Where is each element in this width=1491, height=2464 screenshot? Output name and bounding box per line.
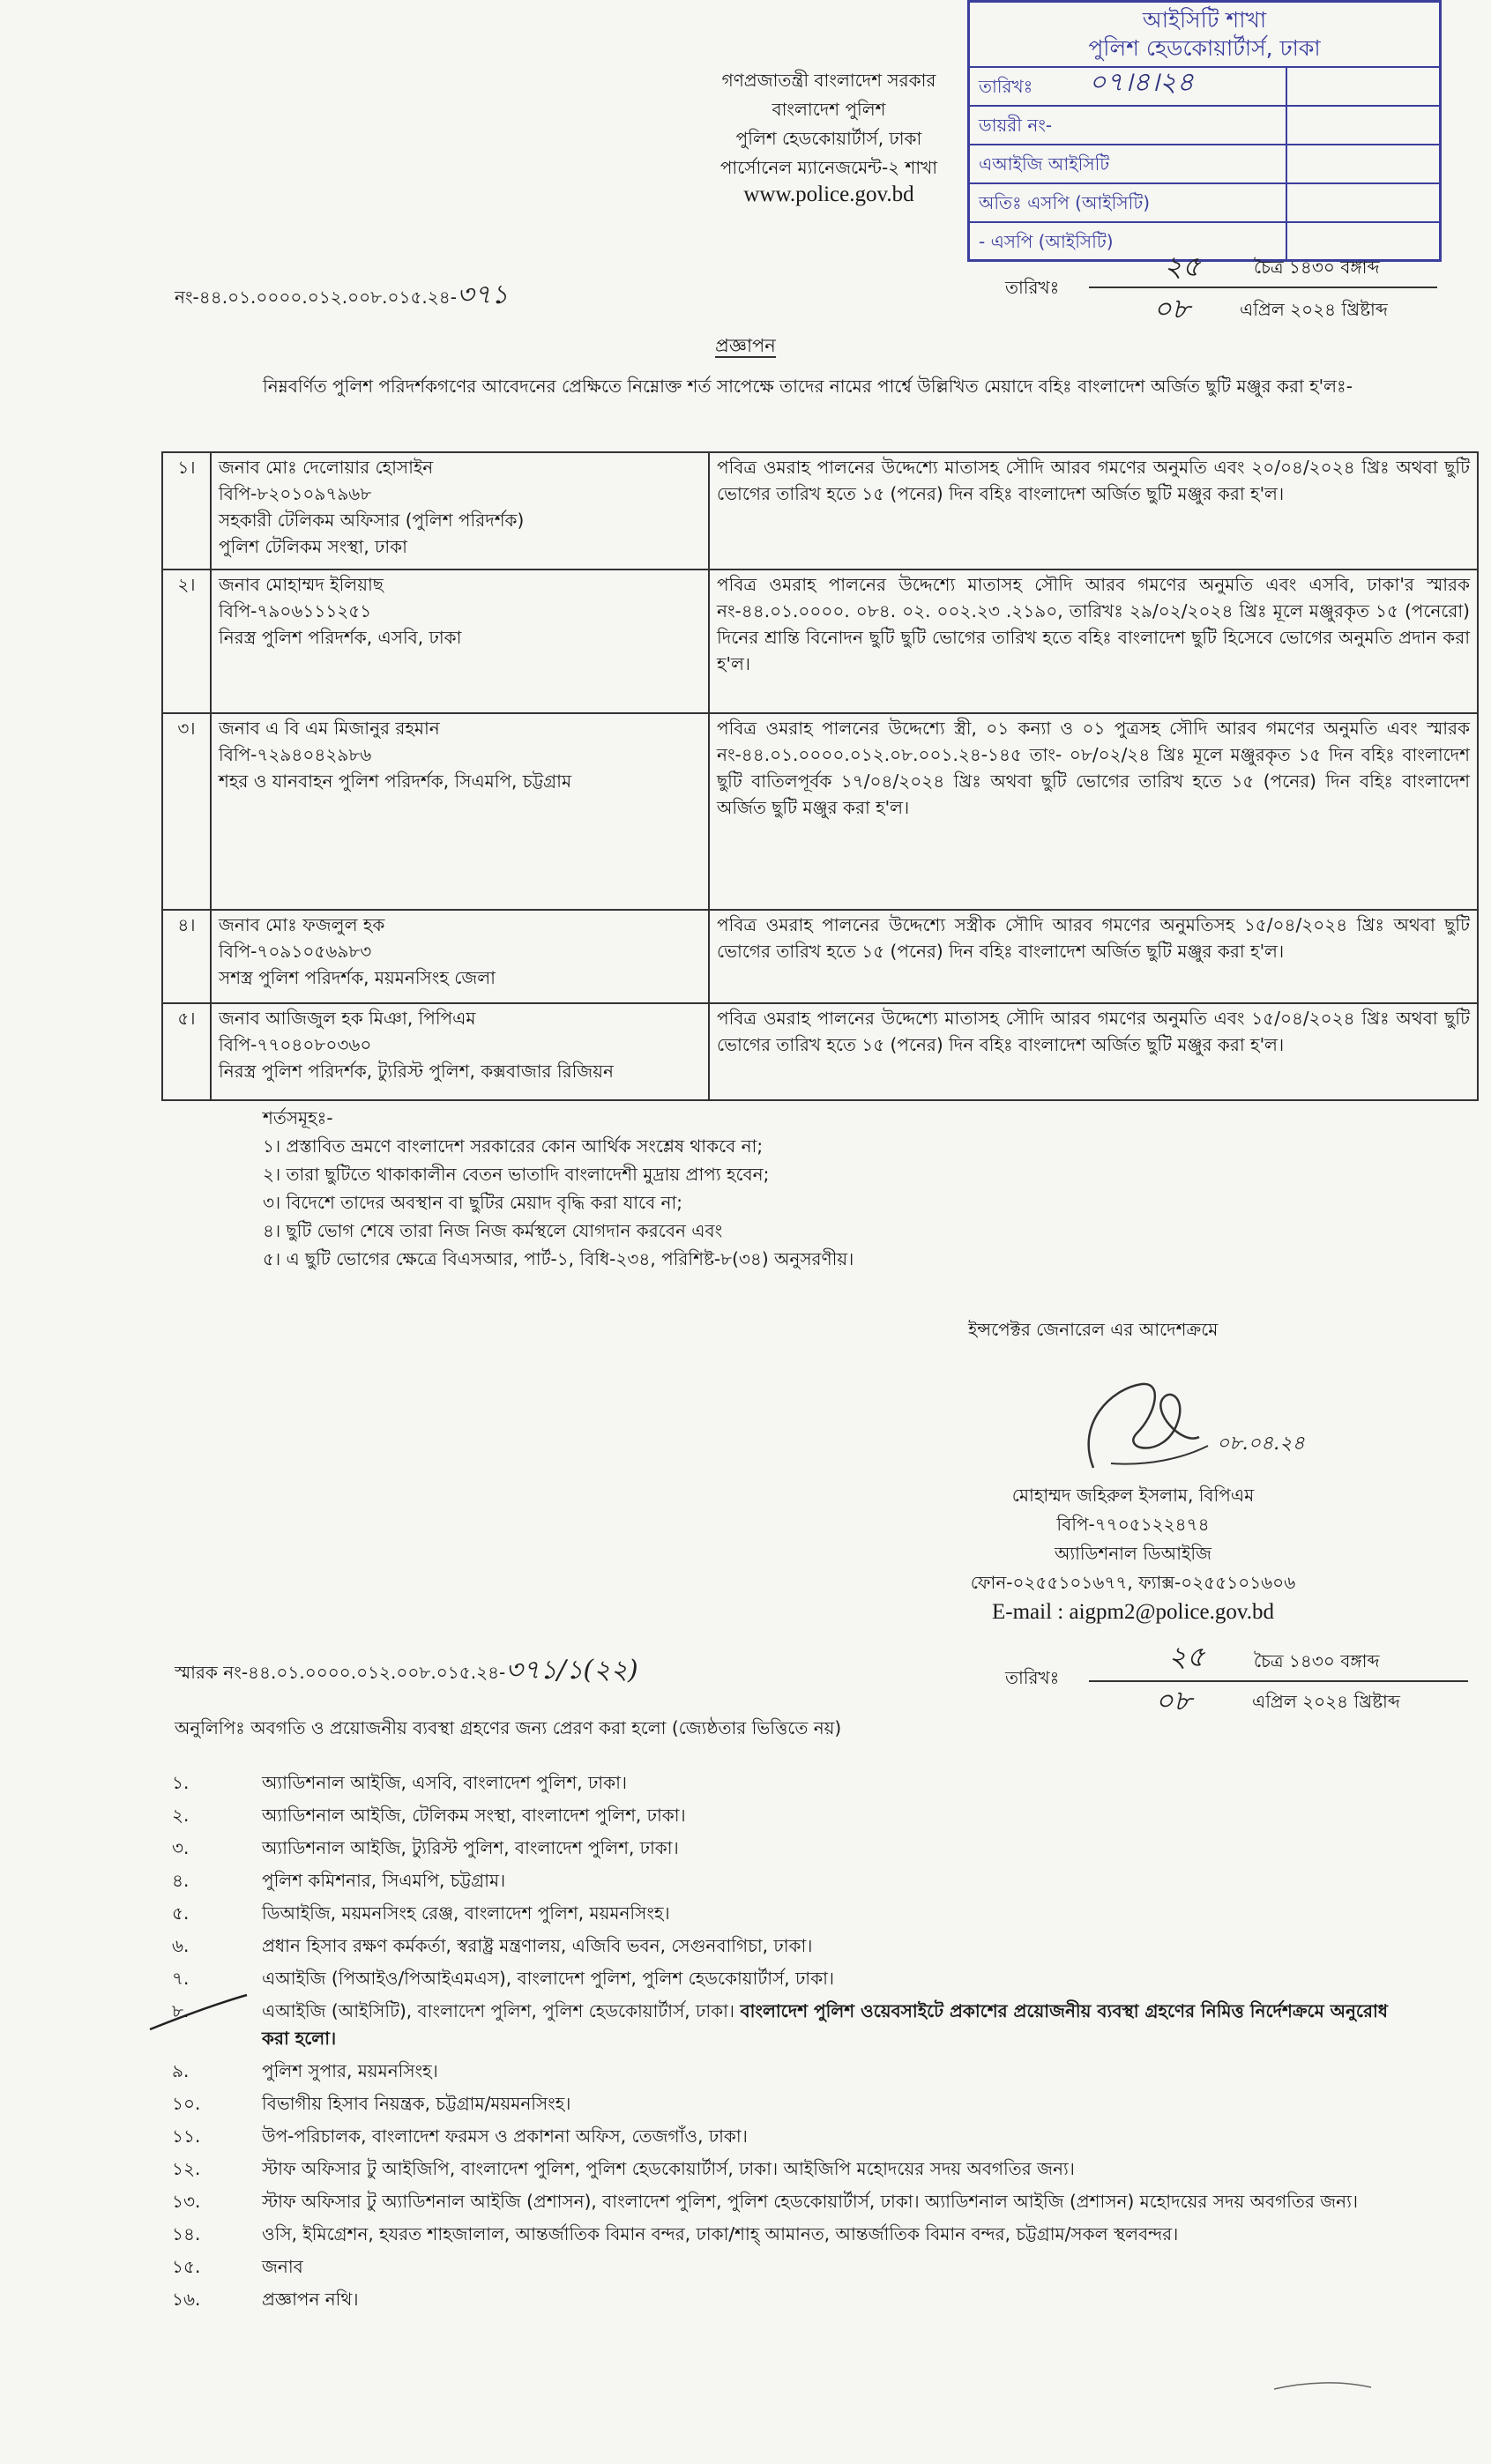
memo-date: তারিখঃ ২৫ চৈত্র ১৪৩০ বঙ্গাব্দ ০৮ এপ্রিল ২০২৪ খ্রিষ্টাব্দ (1005, 251, 1464, 322)
cc-heading: অনুলিপিঃ অবগতি ও প্রয়োজনীয় ব্যবস্থা গ্রহণের জন্য প্রেরণ করা হলো (জ্যেষ্ঠতার ভিত্তিতে নয়) (175, 1717, 842, 1738)
signatory-email: E-mail : aigpm2@police.gov.bd (992, 1600, 1274, 1624)
list-item: ১. অ্যাডিশনাল আইজি, এসবি, বাংলাদেশ পুলিশ, ঢাকা। (172, 1772, 628, 1793)
conditions-heading: শর্তসমূহঃ- (263, 1107, 333, 1128)
header-website: www.police.gov.bd (743, 182, 914, 206)
list-item: ২. অ্যাডিশনাল আইজি, টেলিকম সংস্থা, বাংলাদেশ পুলিশ, ঢাকা। (172, 1805, 686, 1826)
stamp-row: তারিখঃ ০৭।৪।২৪ (970, 68, 1439, 107)
list-item: ১১. উপ-পরিচালক, বাংলাদেশ ফরমস ও প্রকাশনা অফিস, তেজগাঁও, ঢাকা। (172, 2125, 748, 2147)
condition-item: ৪। ছুটি ভোগ শেষে তারা নিজ নিজ কর্মস্থলে যোগদান করবেন এবং (263, 1220, 723, 1241)
memo-number: নং-৪৪.০১.০০০০.০১২.০০৮.০১৫.২৪-৩৭১ (175, 279, 509, 310)
header-hq: পুলিশ হেডকোয়ার্টার্স, ঢাকা (735, 128, 922, 149)
list-item: ১৩. স্টাফ অফিসার টু অ্যাডিশনাল আইজি (প্রশাসন), বাংলাদেশ পুলিশ, পুলিশ হেডকোয়ার্টার্স, ঢাকা। অ্যাডিশনাল আইজি (প্রশাসন) মহোদয়ের সদয় অবগতির জন্য। (172, 2191, 1359, 2212)
memo2-number: স্মারক নং-৪৪.০১.০০০০.০১২.০০৮.০১৫.২৪-৩৭১/১(২২) (175, 1655, 638, 1686)
list-item: ১০. বিভাগীয় হিসাব নিয়ন্ত্রক, চট্টগ্রাম/ময়মনসিংহ। (172, 2093, 571, 2114)
list-item: ১২. স্টাফ অফিসার টু আইজিপি, বাংলাদেশ পুলিশ, পুলিশ হেডকোয়ার্টার্স, ঢাকা। আইজিপি মহোদয়ের সদয় অবগতির জন্য। (172, 2158, 1075, 2179)
intro-paragraph: নিম্নবর্ণিত পুলিশ পরিদর্শকগণের আবেদনের প্রেক্ষিতে নিম্নোক্ত শর্ত সাপেক্ষে তাদের নামের পার্শ্বে উল্লিখিত মেয়াদে বহিঃ বাংলাদেশ অর্জিত ছুটি মঞ্জুর করা হ'লঃ- (263, 376, 1353, 397)
conditions (263, 1104, 1409, 1273)
signatory-block (952, 1481, 1314, 1627)
list-item: ৩. অ্যাডিশনাল আইজি, ট্যুরিস্ট পুলিশ, বাংলাদেশ পুলিশ, ঢাকা। (172, 1837, 679, 1858)
memo2-number-handwritten: ৩৭১/১(২২) (505, 1655, 638, 1686)
header-police: বাংলাদেশ পুলিশ (772, 99, 886, 120)
header-branch: পার্সোনেল ম্যানেজমেন্ট-২ শাখা (719, 157, 938, 178)
list-item: ৯. পুলিশ সুপার, ময়মনসিংহ। (172, 2060, 438, 2081)
signatory-designation: অ্যাডিশনাল ডিআইজি (1055, 1543, 1211, 1564)
condition-item: ১। প্রস্তাবিত ভ্রমণে বাংলাদেশ সরকারের কোন আর্থিক সংশ্লেষ থাকবে না; (263, 1135, 764, 1157)
condition-item: ২। তারা ছুটিতে থাকাকালীন বেতন ভাতাদি বাংলাদেশী মুদ্রায় প্রাপ্য হবেন; (263, 1164, 770, 1185)
list-item: ৮. এআইজি (আইসিটি), বাংলাদেশ পুলিশ, পুলিশ হেডকোয়ার্টার্স, ঢাকা। বাংলাদেশ পুলিশ ওয়েবসাইটে প্রকাশের প্রয়োজনীয় ব্যবস্থা গ্রহণের নিমিত্ত নির্দেশক্রমে অনুরোধ করা হলো। (172, 1998, 1406, 2052)
signature-scribble (1058, 1362, 1323, 1485)
condition-item: ৩। বিদেশে তাদের অবস্থান বা ছুটির মেয়াদ বৃদ্ধি করা যাবে না; (263, 1192, 683, 1213)
list-item: ১৬. প্রজ্ঞাপন নথি। (172, 2289, 359, 2310)
stamp-date-handwritten: ০৭।৪।২৪ (1089, 67, 1194, 98)
table-row: ১। জনাব মোঃ দেলোয়ার হোসাইন বিপি-৮২০১০৯৭৯৬৮ সহকারী টেলিকম অফিসার (পুলিশ পরিদর্শক) পুলিশ টেলিকম সংস্থা, ঢাকা পবিত্র ওমরাহ পালনের উদ্দেশ্যে মাতাসহ সৌদি আরব গমণের অনুমতি এবং ২০/০৪/২০২৪ খ্রিঃ অথবা ছুটি ভোগের তারিখ হতে ১৫ (পনের) দিন বহিঃ বাংলাদেশ অর্জিত ছুটি মঞ্জুর করা হ'ল। (162, 452, 1478, 569)
header-govt: গণপ্রজাতন্ত্রী বাংলাদেশ সরকার (721, 70, 936, 91)
pencil-stroke (1270, 2371, 1375, 2398)
date-divider (1089, 1680, 1468, 1682)
table-row: ৪। জনাব মোঃ ফজলুল হক বিপি-৭০৯১০৫৬৯৮৩ সশস্ত্র পুলিশ পরিদর্শক, ময়মনসিংহ জেলা পবিত্র ওমরাহ পালনের উদ্দেশ্যে সস্ত্রীক সৌদি আরব গমণের অনুমতিসহ ১৫/০৪/২০২৪ খ্রিঃ অথবা ছুটি ভোগের তারিখ হতে ১৫ (পনের) দিন বহিঃ বাংলাদেশ অর্জিত ছুটি মঞ্জুর করা হ'ল। (162, 910, 1478, 1003)
stamp-title: আইসিটি শাখা পুলিশ হেডকোয়ার্টার্স, ঢাকা (970, 3, 1439, 68)
table-row: ৩। জনাব এ বি এম মিজানুর রহমান বিপি-৭২৯৪০৪২৯৮৬ শহর ও যানবাহন পুলিশ পরিদর্শক, সিএমপি, চট্টগ্রাম পবিত্র ওমরাহ পালনের উদ্দেশ্যে স্ত্রী, ০১ কন্যা ও ০১ পুত্রসহ সৌদি আরব গমণের অনুমতি এবং স্মারক নং-৪৪.০১.০০০০.০১২.০৮.০০১.২৪-১৪৫ তাং- ০৮/০২/২৪ খ্রিঃ মূলে মঞ্জুরকৃত ১৫ দিন বহিঃ বাংলাদেশ ছুটি বাতিলপূর্বক ১৭/০৪/২০২৪ খ্রিঃ অথবা ছুটি ভোগের তারিখ হতে ১৫ (পনের) দিন বহিঃ বাংলাদেশ অর্জিত ছুটি মঞ্জুর করা হ'ল। (162, 713, 1478, 910)
condition-item: ৫। এ ছুটি ভোগের ক্ষেত্রে বিএসআর, পার্ট-১, বিধি-২৩৪, পরিশিষ্ট-৮(৩৪) অনুসরণীয়। (263, 1248, 854, 1269)
leave-table (161, 451, 1479, 1101)
letterhead (617, 66, 1040, 207)
order-line: ইন্সপেক্টর জেনারেল এর আদেশক্রমে (968, 1319, 1219, 1340)
stamp-row: অতিঃ এসপি (আইসিটি) (970, 184, 1439, 223)
list-item: ১৪. ওসি, ইমিগ্রেশন, হযরত শাহজালাল, আন্তর্জাতিক বিমান বন্দর, ঢাকা/শাহ্ আমানত, আন্তর্জাতিক বিমান বন্দর, চট্টগ্রাম/সকল স্থলবন্দর। (172, 2223, 1179, 2244)
stamp-row: - এসপি (আইসিটি) (970, 223, 1439, 262)
stamp-row: ডায়রী নং- (970, 107, 1439, 145)
date-divider (1089, 287, 1437, 288)
stamp-row: এআইজি আইসিটি (970, 145, 1439, 184)
signatory-bp: বিপি-৭৭০৫১২২৪৭৪ (1056, 1514, 1210, 1535)
memo2-date: তারিখঃ ২৫ চৈত্র ১৪৩০ বঙ্গাব্দ ০৮ এপ্রিল ২০২৪ খ্রিষ্টাব্দ (1005, 1641, 1464, 1712)
list-item: ৬. প্রধান হিসাব রক্ষণ কর্মকর্তা, স্বরাষ্ট্র মন্ত্রণালয়, এজিবি ভবন, সেগুনবাগিচা, ঢাকা। (172, 1935, 813, 1956)
memo-number-handwritten: ৩৭১ (457, 279, 509, 310)
document-title: প্রজ্ঞাপন (715, 335, 776, 356)
list-item: ৪. পুলিশ কমিশনার, সিএমপি, চট্টগ্রাম। (172, 1870, 506, 1891)
list-item: ১৫. জনাব (172, 2256, 303, 2277)
table-row: ২। জনাব মোহাম্মদ ইলিয়াছ বিপি-৭৯০৬১১১২৫১ নিরস্ত্র পুলিশ পরিদর্শক, এসবি, ঢাকা পবিত্র ওমরাহ পালনের উদ্দেশ্যে মাতাসহ সৌদি আরব গমণের অনুমতি এবং এসবি, ঢাকা'র স্মারক নং-৪৪.০১.০০০০. ০৮৪. ০২. ০০২.২৩ .২১৯০, তারিখঃ ২৯/০২/২০২৪ খ্রিঃ মূলে মঞ্জুরকৃত ১৫ (পনেরো) দিনের শ্রান্তি বিনোদন ছুটি ছুটি ভোগের তারিখ হতে বহিঃ বাংলাদেশ ছুটি হিসেবে ভোগের অনুমতি প্রদান করা হ'ল। (162, 569, 1478, 713)
cc-list (172, 1769, 1406, 2319)
list-item: ৫. ডিআইজি, ময়মনসিংহ রেঞ্জ, বাংলাদেশ পুলিশ, ময়মনসিংহ। (172, 1902, 670, 1924)
signatory-phone: ফোন-০২৫৫১০১৬৭৭, ফ্যাক্স-০২৫৫১০১৬০৬ (970, 1572, 1296, 1593)
table-row: ৫। জনাব আজিজুল হক মিঞা, পিপিএম বিপি-৭৭০৪০৮০৩৬০ নিরস্ত্র পুলিশ পরিদর্শক, ট্যুরিস্ট পুলিশ, কক্সবাজার রিজিয়ন পবিত্র ওমরাহ পালনের উদ্দেশ্যে মাতাসহ সৌদি আরব গমণের অনুমতি এবং ১৫/০৪/২০২৪ খ্রিঃ অথবা ছুটি ভোগের তারিখ হতে ১৫ (পনের) দিন বহিঃ বাংলাদেশ অর্জিত ছুটি মঞ্জুর করা হ'ল। (162, 1003, 1478, 1100)
signatory-name: মোহাম্মদ জহিরুল ইসলাম, বিপিএম (1011, 1485, 1255, 1506)
list-item: ৭. এআইজি (পিআইও/পিআইএমএস), বাংলাদেশ পুলিশ, পুলিশ হেডকোয়ার্টার্স, ঢাকা। (172, 1968, 835, 1989)
signature-date-handwritten: ০৮.০৪.২৪ (1217, 1433, 1305, 1455)
